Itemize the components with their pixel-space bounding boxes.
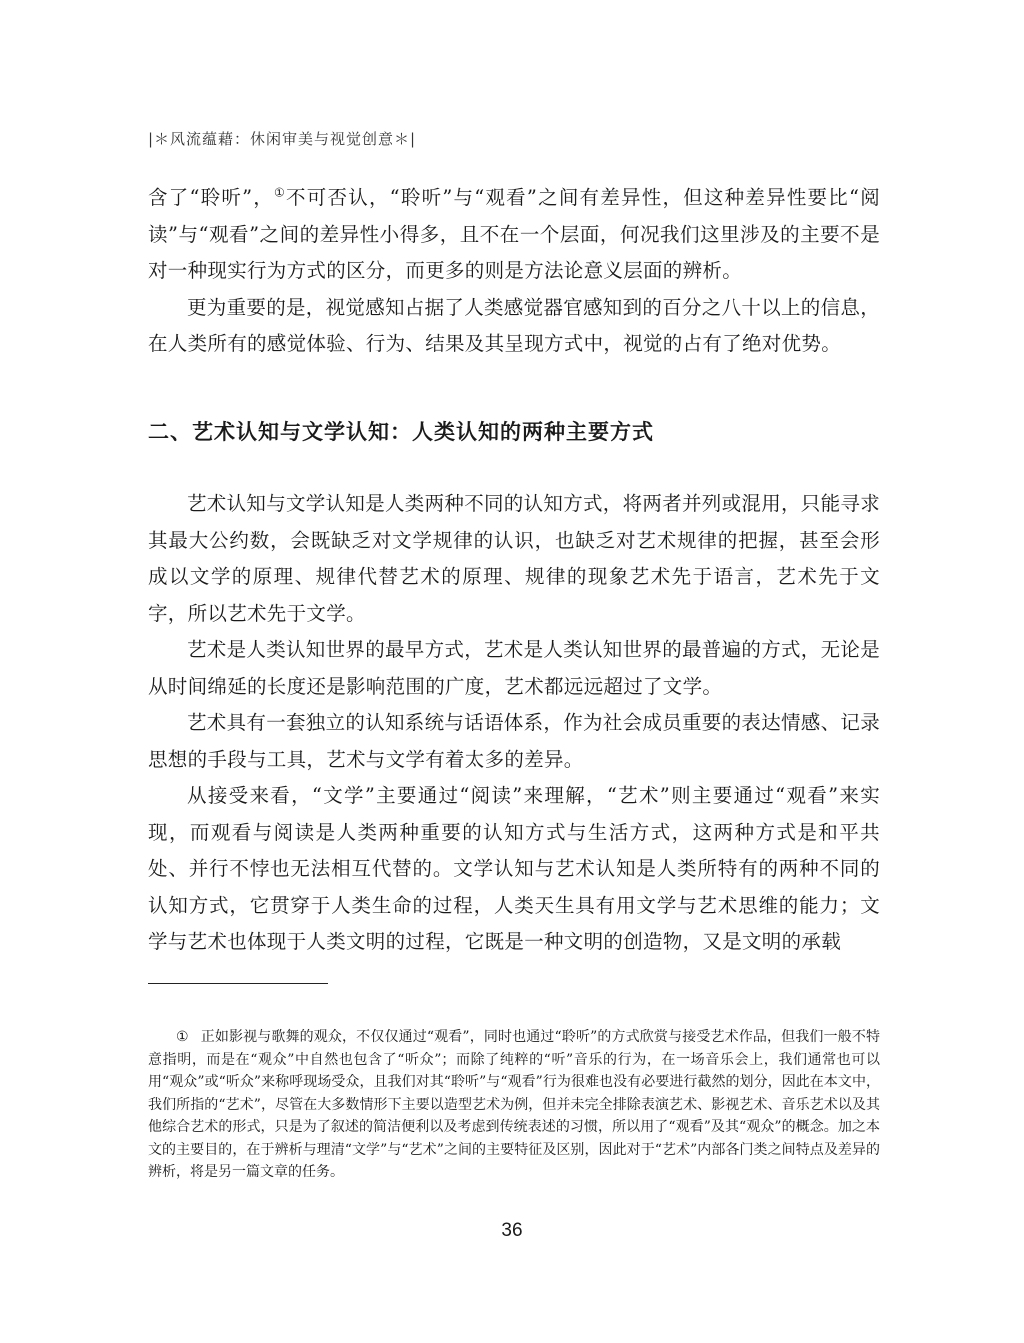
section-paragraph-4: 从接受来看，“文学”主要通过“阅读”来理解，“艺术”则主要通过“观看”来实现，而观看与阅读是人类两种重要的认知方式与生活方式，这两种方式是和平共处、并行不悖也无法相互代替的。文学认知与艺术认知是人类所特有的两种不同的认知方式，它贯穿于人类生命的过程，人类天生具有用文学与艺术思维的能力；文学与艺术也体现于人类文明的过程，它既是一种文明的创造物，又是文明的承载	[148, 784, 880, 953]
section-paragraph-2: 艺术是人类认知世界的最早方式，艺术是人类认知世界的最普遍的方式，无论是从时间绵延的长度还是影响范围的广度，艺术都远远超过了文学。	[148, 638, 881, 698]
intro-paragraph-1	[148, 180, 880, 290]
footnote	[148, 1026, 880, 1184]
running-header: |＊风流蕴藉：休闲审美与视觉创意＊|	[148, 130, 417, 148]
intro-paragraph-1-rest: 不可否认，“聆听”与“观看”之间有差异性，但这种差异性要比“阅读”与“观看”之间的差异性小得多，且不在一个层面，何况我们这里涉及的主要不是对一种现实行为方式的区分，而更多的则是方法论意义层面的辨析。	[148, 186, 880, 282]
section-heading: 二、艺术认知与文学认知：人类认知的两种主要方式	[148, 420, 654, 444]
intro-text-block	[148, 180, 880, 363]
intro-paragraph-2: 更为重要的是，视觉感知占据了人类感觉器官感知到的百分之八十以上的信息，在人类所有的感觉体验、行为、结果及其呈现方式中，视觉的占有了绝对优势。	[148, 295, 881, 355]
footnote-text: 正如影视与歌舞的观众，不仅仅通过“观看”，同时也通过“聆听”的方式欣赏与接受艺术作品，但我们一般不特意指明，而是在“观众”中自然也包含了“听众”；而除了纯粹的“听”音乐的行为，在一场音乐会上，我们通常也可以用“观众”或“听众”来称呼现场受众，且我们对其“聆听”与“观看”行为很难也没有必要进行截然的划分，因此在本文中，我们所指的“艺术”，尽管在大多数情形下主要以造型艺术为例，但并未完全排除表演艺术、影视艺术、音乐艺术以及其他综合艺术的形式，只是为了叙述的简洁便利以及考虑到传统表述的习惯，所以用了“观看”及其“观众”的概念。加之本文的主要目的，在于辨析与理清“文学”与“艺术”之间的主要特征及区别，因此对于“艺术”内部各门类之间特点及差异的辨析，将是另一篇文章的任务。	[148, 1029, 880, 1180]
intro-paragraph-1-start: 含了“聆听”，	[148, 186, 275, 209]
footnote-divider	[148, 983, 328, 984]
page-number: 36	[501, 1220, 523, 1241]
section-text-block	[148, 486, 880, 961]
footnote-reference-marker[interactable]: ①	[274, 185, 287, 200]
section-paragraph-1: 艺术认知与文学认知是人类两种不同的认知方式，将两者并列或混用，只能寻求其最大公约数，会既缺乏对文学规律的认识，也缺乏对艺术规律的把握，甚至会形成以文学的原理、规律代替艺术的原理、规律的现象艺术先于语言，艺术先于文字，所以艺术先于文学。	[148, 492, 881, 625]
section-paragraph-3: 艺术具有一套独立的认知系统与话语体系，作为社会成员重要的表达情感、记录思想的手段与工具，艺术与文学有着太多的差异。	[148, 711, 881, 771]
footnote-marker: ①	[176, 1029, 189, 1045]
